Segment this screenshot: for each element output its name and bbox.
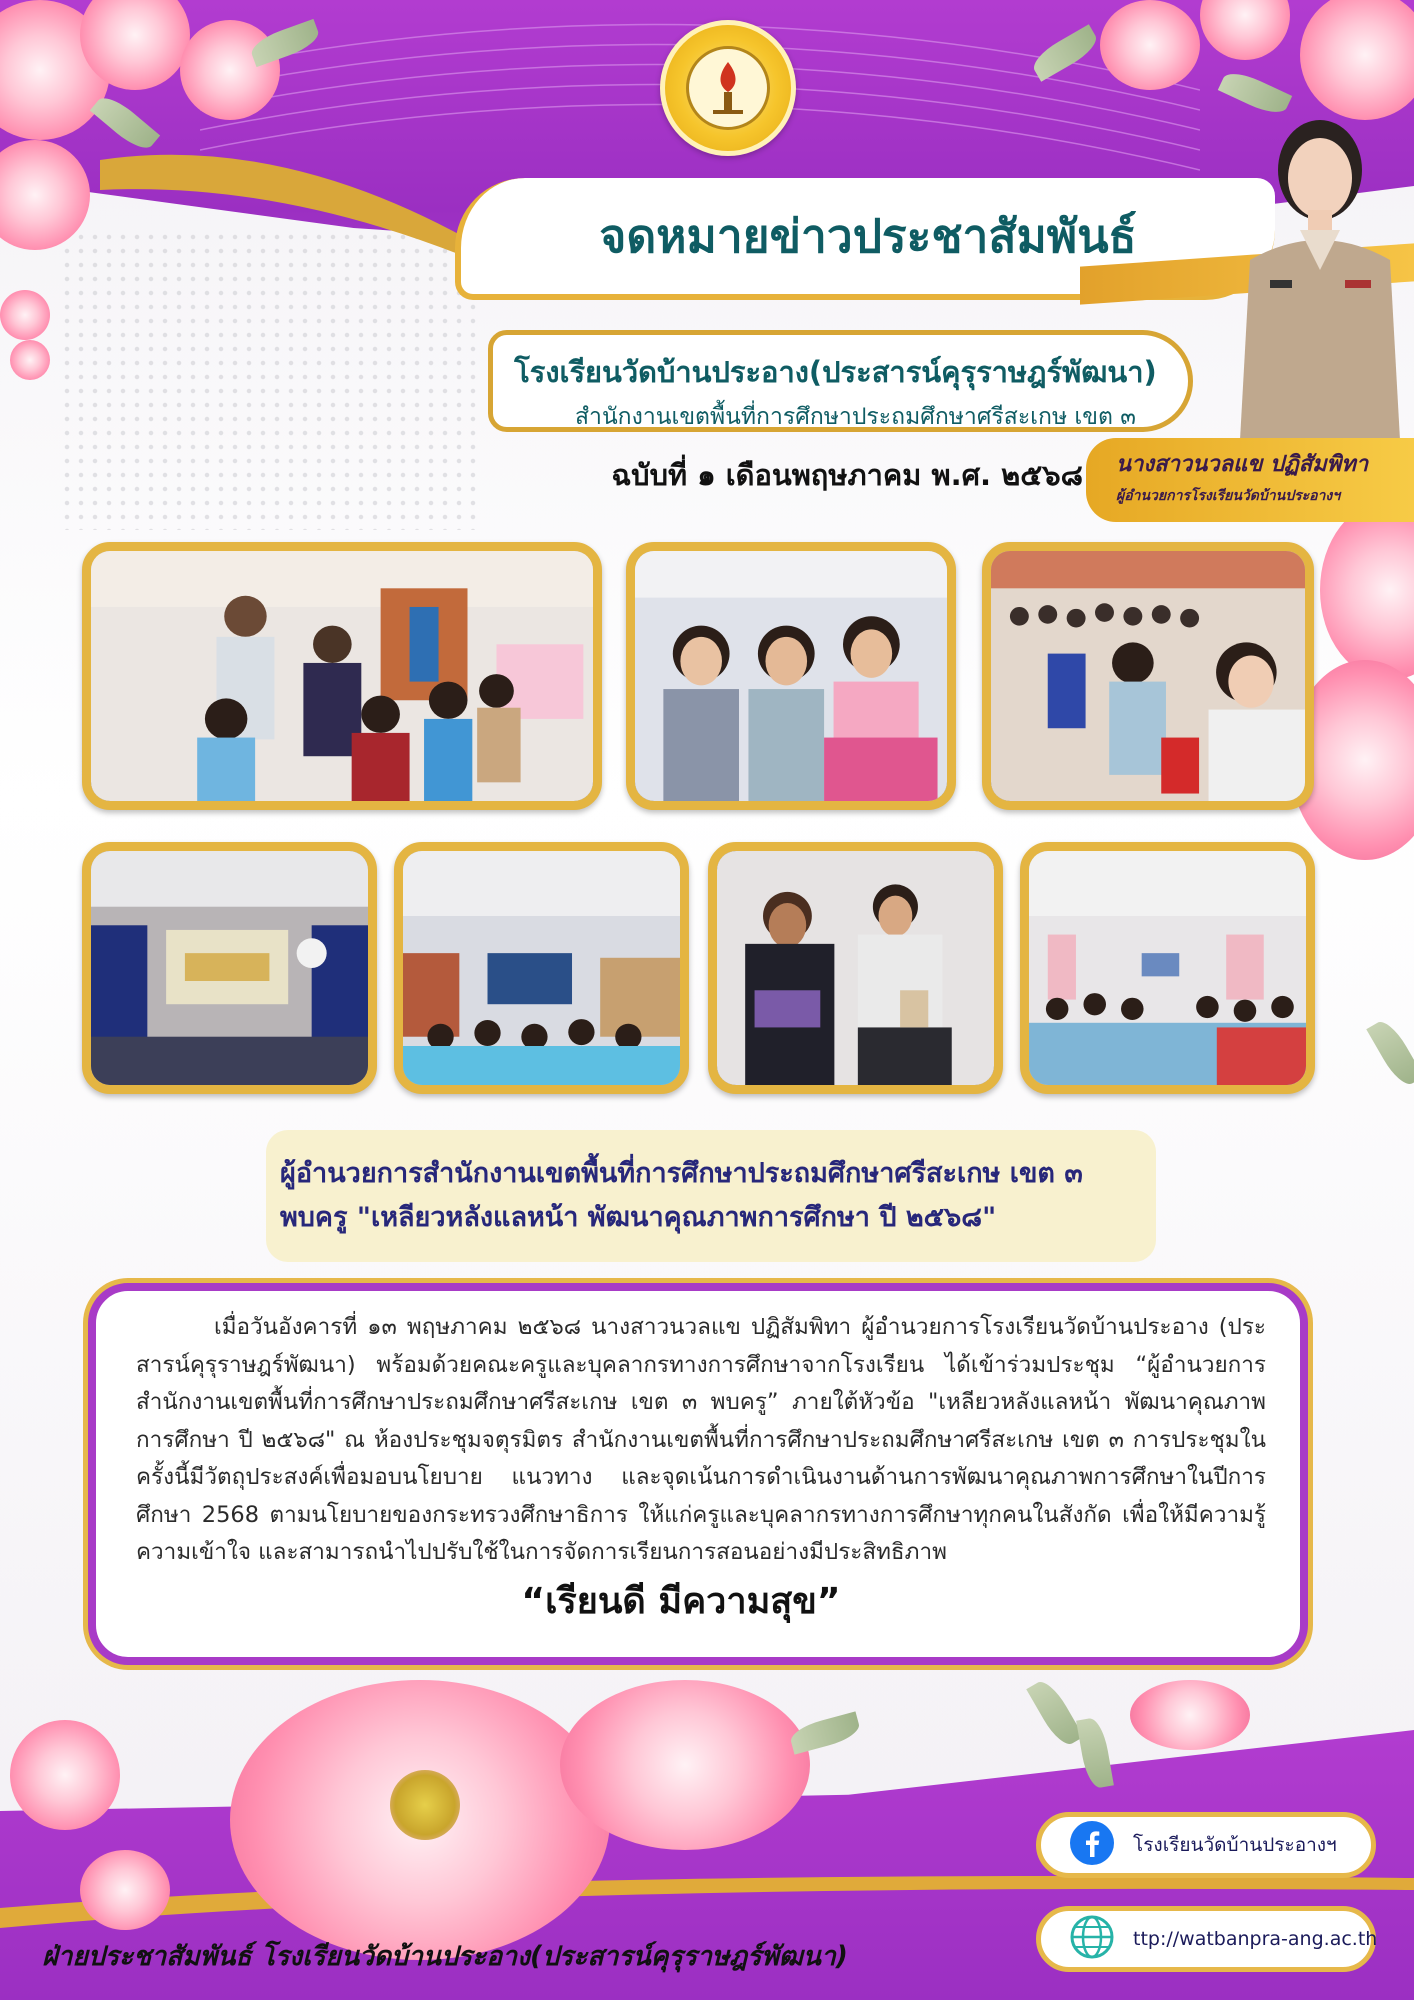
- facebook-icon: [1069, 1820, 1115, 1870]
- event-photo-1: [82, 542, 602, 810]
- event-photo-5: [394, 842, 689, 1094]
- event-photo-3: [982, 542, 1314, 810]
- school-motto: “เรียนดี มีความสุข”: [521, 1580, 841, 1622]
- website-link[interactable]: [1036, 1906, 1376, 1972]
- school-name-box: [488, 330, 1193, 432]
- article-body-text: เมื่อวันอังคารที่ ๑๓ พฤษภาคม ๒๕๖๘ นางสาวนวลแข ปฏิสัมพิทา ผู้อำนวยการโรงเรียนวัดบ้านประอาง (ประสารน์คุรุราษฎร์พัฒนา) พร้อมด้วยคณะครูและบุคลากรทางการศึกษาจากโรงเรียน ได้เข้าร่วมประชุม “ผู้อำนวยการสำนักงานเขตพื้นที่การศึกษาประถมศึกษาศรีสะเกษ เขต ๓ พบครู” ภายใต้หัวข้อ "เหลียวหลังแลหน้า พัฒนาคุณภาพการศึกษา ปี ๒๕๖๘" ณ ห้องประชุมจตุรมิตร สำนักงานเขตพื้นที่การศึกษาประถมศึกษาศรีสะเกษ เขต ๓ การประชุมในครั้งนี้มีวัตถุประสงค์เพื่อมอบนโยบาย แนวทาง และจุดเน้นการดำเนินงานด้านการพัฒนาคุณภาพการศึกษาในปีการศึกษา 2568 ตามนโยบายของกระทรวงศึกษาธิการ ให้แก่ครูและบุคลากรทางการศึกษาทุกคนในสังกัด เพื่อให้มีความรู้ ความเข้าใจ และสามารถนำไปปรับใช้ในการจัดการเรียนการสอนอย่างมีประสิทธิภาพ: [136, 1314, 1266, 1565]
- footer-department: ฝ่ายประชาสัมพันธ์ โรงเรียนวัดบ้านประอาง(ประสารน์คุรุราษฎร์พัฒนา): [42, 1941, 848, 1972]
- school-office: สำนักงานเขตพื้นที่การศึกษาประถมศึกษาศรีสะเกษ เขต ๓: [575, 404, 1136, 430]
- article-body-box: [88, 1283, 1308, 1665]
- headline-line-2: พบครู "เหลียวหลังแลหน้า พัฒนาคุณภาพการศึกษา ปี ๒๕๖๘": [280, 1202, 997, 1233]
- event-photo-2: [626, 542, 956, 810]
- school-logo: [660, 20, 796, 156]
- headline-line-1: ผู้อำนวยการสำนักงานเขตพื้นที่การศึกษาประถมศึกษาศรีสะเกษ เขต ๓: [280, 1158, 1083, 1189]
- event-photo-6: [708, 842, 1003, 1094]
- issue-date: ฉบับที่ ๑ เดือนพฤษภาคม พ.ศ. ๒๕๖๘: [611, 458, 1083, 492]
- director-photo: [1230, 110, 1410, 440]
- globe-icon: [1069, 1914, 1115, 1964]
- headline-box: [266, 1130, 1156, 1262]
- event-photo-4: [82, 842, 377, 1094]
- torch-emblem-icon: [686, 46, 770, 130]
- facebook-page-name: โรงเรียนวัดบ้านประอางฯ: [1133, 1834, 1337, 1856]
- school-name: โรงเรียนวัดบ้านประอาง(ประสารน์คุรุราษฎร์พัฒนา): [514, 355, 1157, 389]
- director-name-tag: [1086, 438, 1414, 522]
- page-title: จดหมายข่าวประชาสัมพันธ์: [599, 208, 1137, 263]
- director-name: นางสาวนวลแข ปฏิสัมพิทา: [1116, 452, 1369, 477]
- facebook-link[interactable]: [1036, 1812, 1376, 1878]
- director-role: ผู้อำนวยการโรงเรียนวัดบ้านประอางฯ: [1116, 488, 1341, 504]
- event-photo-7: [1020, 842, 1315, 1094]
- website-url: ttp://watbanpra-ang.ac.th: [1133, 1928, 1378, 1950]
